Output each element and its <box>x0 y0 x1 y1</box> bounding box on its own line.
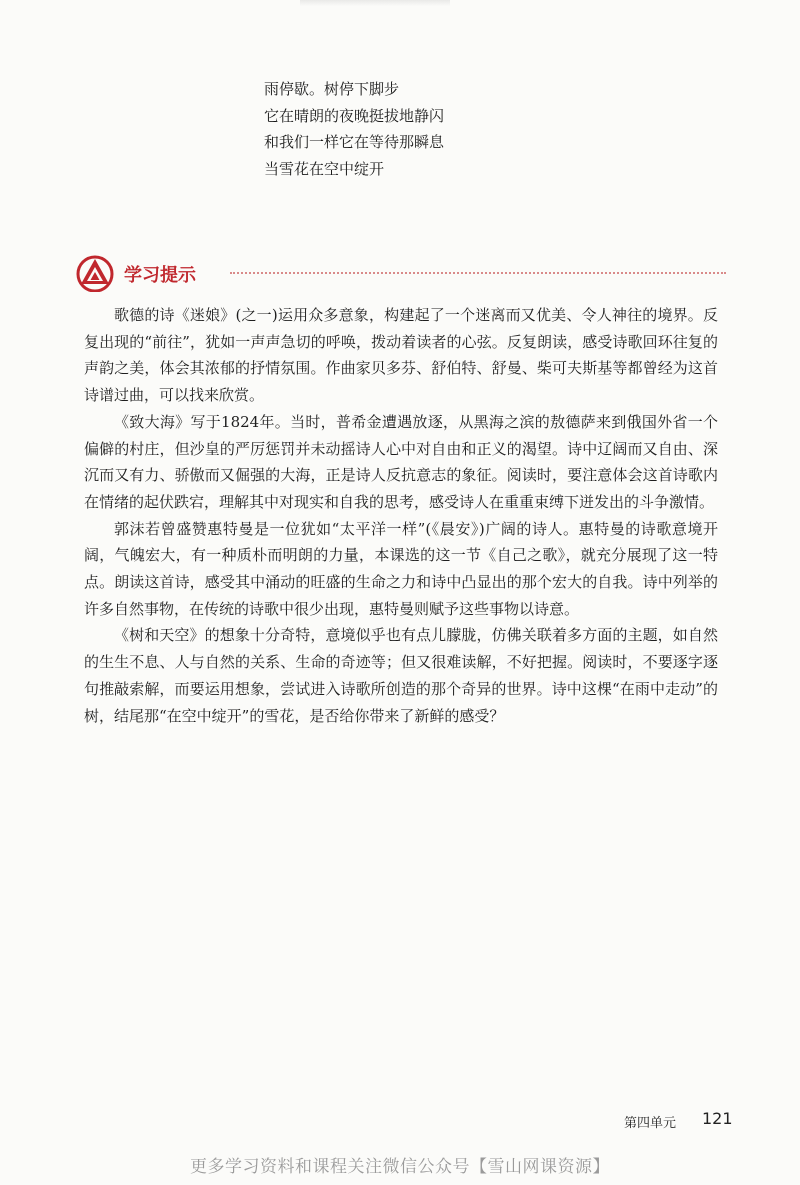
paragraph: 《致大海》写于1824年。当时，普希金遭遇放逐，从黑海之滨的敖德萨来到俄国外省一个偏僻的村庄，但沙皇的严厉惩罚并未动摇诗人心中对自由和正义的渴望。诗中辽阔而又自由、深沉而又有力、骄傲而又倔强的大海，正是诗人反抗意志的象征。阅读时，要注意体会这首诗歌内在情绪的起伏跌宕，理解其中对现实和自我的思考，感受诗人在重重束缚下迸发出的斗争激情。 <box>84 412 718 511</box>
poem-line: 雨停歇。树停下脚步 <box>264 80 400 98</box>
page-number: 121 <box>702 1109 733 1128</box>
study-tips-body <box>84 302 718 729</box>
dotted-divider <box>230 272 726 274</box>
poem-line: 它在晴朗的夜晚挺拔地静闪 <box>264 106 445 125</box>
scan-smudge <box>300 0 450 6</box>
poem-line: 当雪花在空中绽开 <box>264 159 385 178</box>
paragraph: 歌德的诗《迷娘》(之一)运用众多意象，构建起了一个迷离而又优美、令人神往的境界。反复出现的“前往”，犹如一声声急切的呼唤，拨动着读者的心弦。反复朗读，感受诗歌回环往复的声韵之美，体会其浓郁的抒情氛围。作曲家贝多芬、舒伯特、舒曼、柴可夫斯基等都曾经为这首诗谱过曲，可以找来欣赏。 <box>84 306 718 405</box>
unit-label: 第四单元 <box>624 1116 677 1131</box>
paragraph: 《树和天空》的想象十分奇特，意境似乎也有点儿朦胧，仿佛关联着多方面的主题，如自然的生生不息、人与自然的关系、生命的奇迹等；但又很难读解，不好把握。阅读时，不要逐字逐句推敲索解，而要运用想象，尝试进入诗歌所创造的那个奇异的世界。诗中这棵“在雨中走动”的树，结尾那“在空中绽开”的雪花，是否给你带来了新鲜的感受？ <box>84 626 718 725</box>
study-tips-header <box>76 254 726 294</box>
study-tips-icon <box>76 254 114 292</box>
poem-line: 和我们一样它在等待那瞬息 <box>264 133 445 151</box>
paragraph: 郭沫若曾盛赞惠特曼是一位犹如“太平洋一样”(《晨安》)广阔的诗人。惠特曼的诗歌意境开阔，气魄宏大，有一种质朴而明朗的力量，本课选的这一节《自己之歌》，就充分展现了这一特点。朗读这首诗，感受其中涌动的旺盛的生命之力和诗中凸显出的那个宏大的自我。诗中列举的许多自然事物，在传统的诗歌中很少出现，惠特曼则赋予这些事物以诗意。 <box>84 519 718 618</box>
watermark-text: 更多学习资料和课程关注微信公众号【雪山网课资源】 <box>190 1157 610 1177</box>
poem-excerpt <box>264 76 444 182</box>
section-title: 学习提示 <box>124 265 196 286</box>
